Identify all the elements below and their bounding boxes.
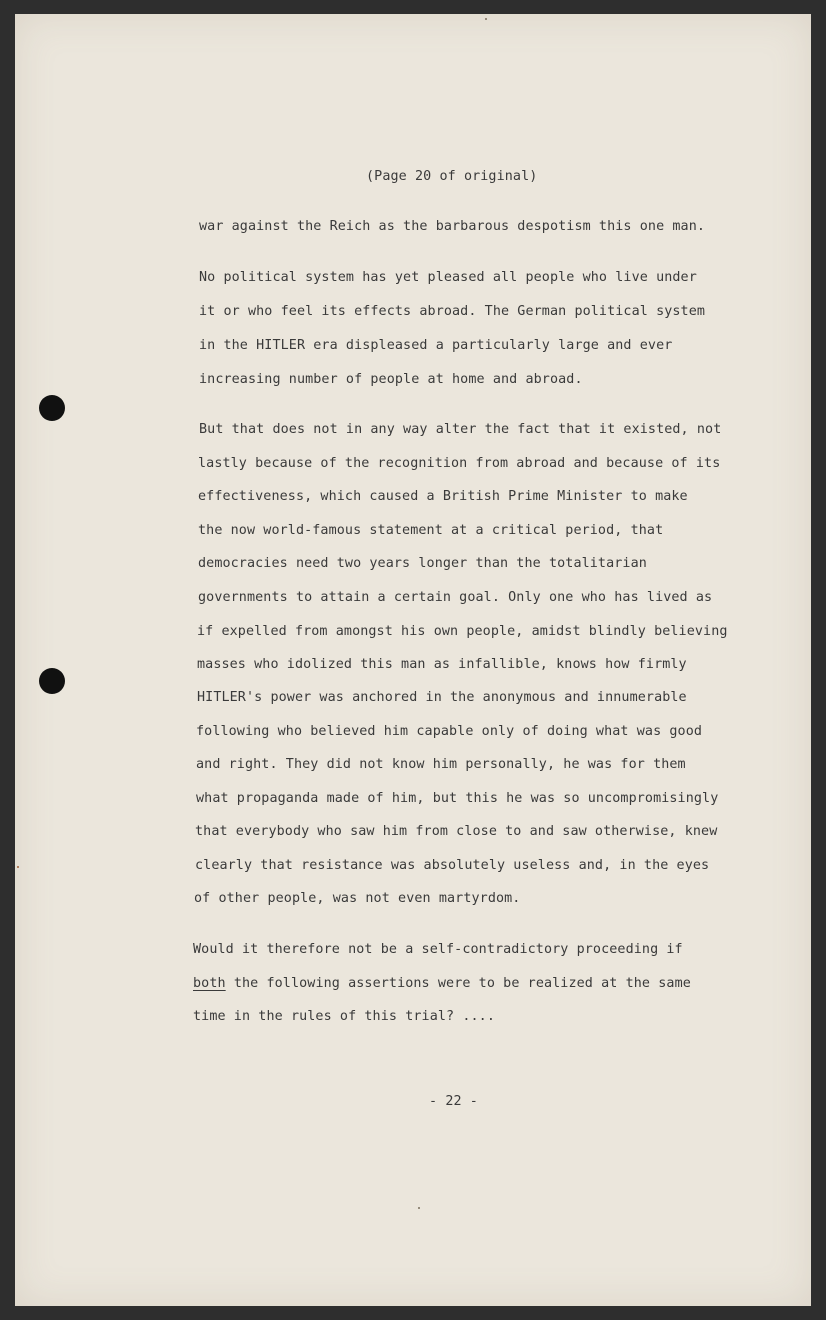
text-line: if expelled from amongst his own people, amidst blindly believing [197,624,728,639]
text-line: of other people, was not even martyrdom. [194,891,521,906]
underlined-word: both [193,976,226,991]
text-line: war against the Reich as the barbarous despotism this one man. [199,219,706,234]
text-line: democracies need two years longer than the totalitarian [198,556,647,571]
text-line: increasing number of people at home and abroad. [199,372,583,387]
text-line: Would it therefore not be a self-contradictory proceeding if [193,942,683,957]
text-line: But that does not in any way alter the fact that it existed, not [199,422,722,437]
text-line: effectiveness, which caused a British Prime Minister to make [198,489,688,504]
text-line: No political system has yet pleased all people who live under [199,270,697,285]
text-line: in the HITLER era displeased a particularly large and ever [199,338,673,353]
text-line: the now world-famous statement at a critical period, that [198,523,664,538]
text-line: what propaganda made of him, but this he was so uncompromisingly [196,791,719,806]
punch-hole-bottom [39,668,65,694]
text-line: masses who idolized this man as infallible, knows how firmly [197,657,687,672]
punch-hole-top [39,395,65,421]
paper-speck [418,1207,420,1209]
text-line: clearly that resistance was absolutely useless and, in the eyes [195,858,710,873]
text-line-rest: the following assertions were to be realized at the same [233,976,691,991]
paper-speck [17,866,19,868]
text-line: following who believed him capable only of doing what was good [196,724,703,739]
text-line: it or who feel its effects abroad. The German political system [199,304,706,319]
page-header: (Page 20 of original) [366,169,538,184]
text-line: lastly because of the recognition from abroad and because of its [198,456,721,471]
text-line: governments to attain a certain goal. Only one who has lived as [198,590,713,605]
text-line: time in the rules of this trial? .... [193,1009,495,1024]
text-line: that everybody who saw him from close to and saw otherwise, knew [195,824,718,839]
text-line: HITLER's power was anchored in the anonymous and innumerable [197,690,687,705]
page-number: - 22 - [429,1094,478,1109]
paper-speck [485,18,487,20]
text-line-underlined [193,976,691,991]
text-line: and right. They did not know him personally, he was for them [196,757,686,772]
